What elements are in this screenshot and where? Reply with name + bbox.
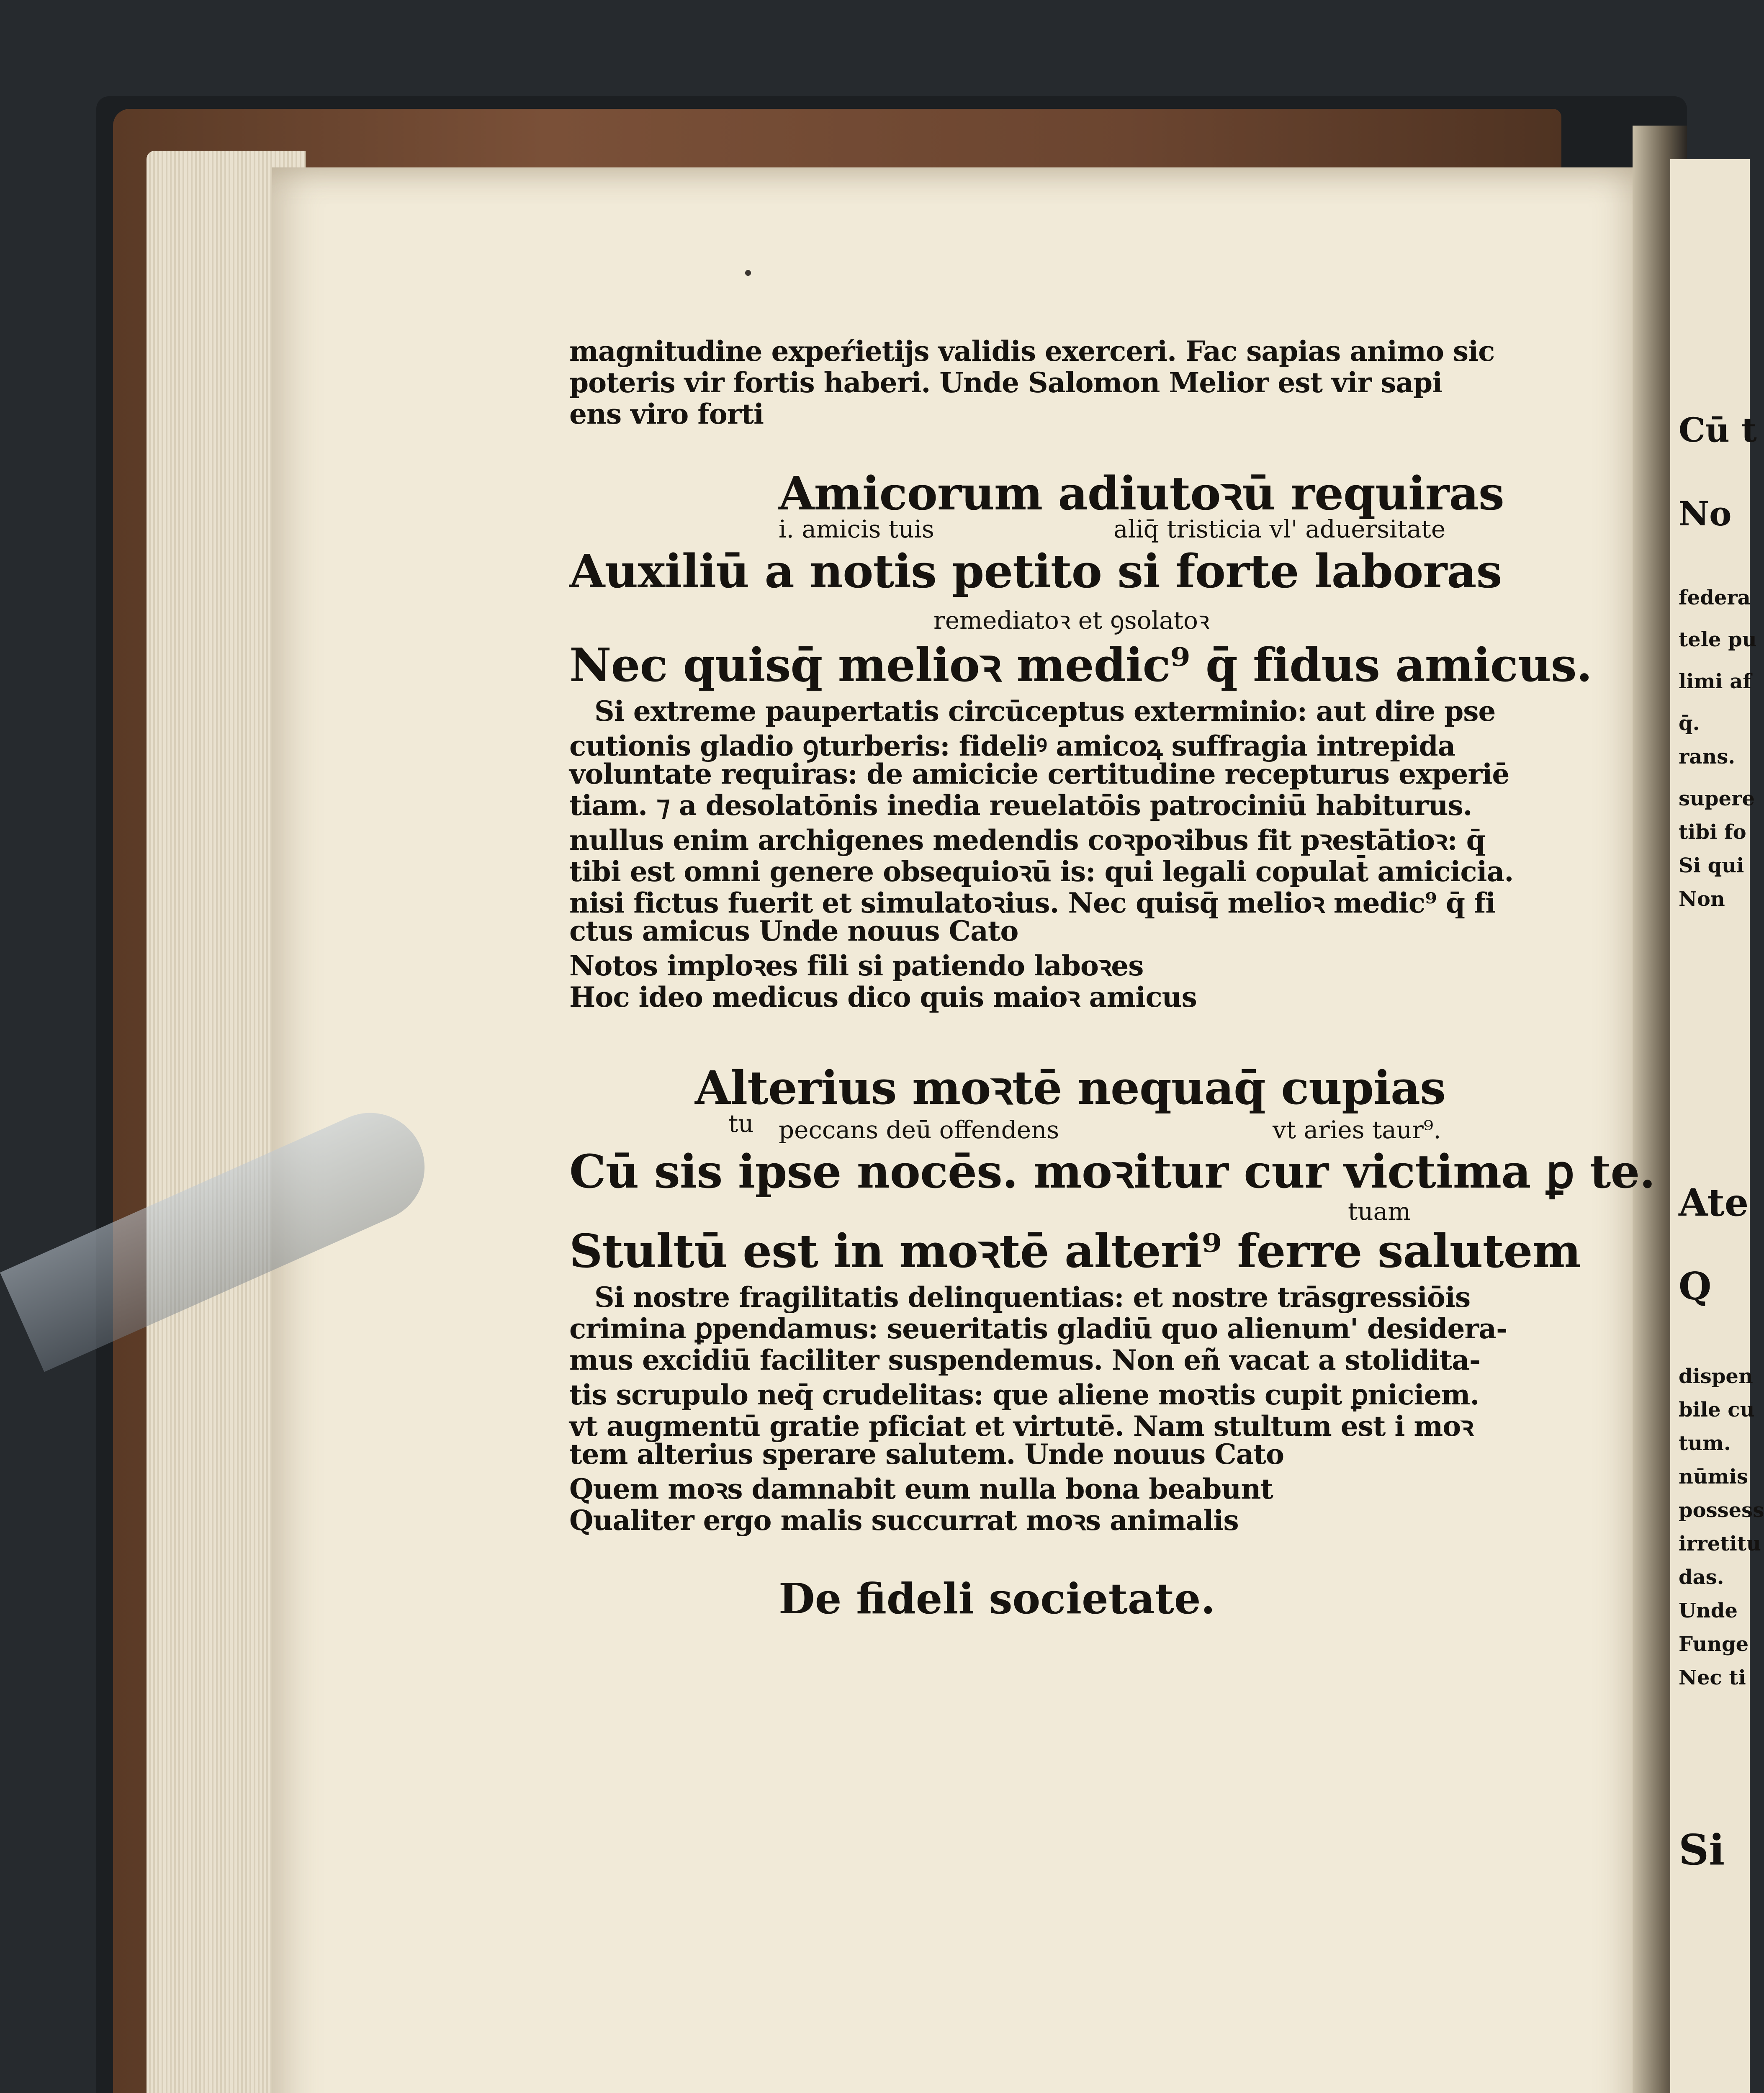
section-heading: De fideli societate.	[779, 1574, 1216, 1623]
commentary-line: Hoc ideo medicus dico quis maioꝛ amicus	[569, 981, 1197, 1013]
gloss-text: tuam	[1348, 1197, 1411, 1226]
commentary-line: Quem moꝛs damnabit eum nulla bona beabunt	[569, 1473, 1273, 1505]
right-page-text: limi af	[1679, 670, 1751, 693]
right-page-text: rans.	[1679, 745, 1736, 769]
commentary-line: Qualiter ergo malis succurrat moꝛs animalis	[569, 1504, 1239, 1537]
commentary-line: vt augmentū gratie pficiat et virtutē. Nam stultum est i moꝛ	[569, 1410, 1473, 1442]
gloss-text: vt aries taur⁹.	[1273, 1116, 1441, 1144]
commentary-line: cutionis gladio ꝯturberis: fideliꝰ amicoꝝ suffragia intrepida	[569, 730, 1455, 762]
gloss-text: remediatoꝛ et ꝯsolatoꝛ	[933, 606, 1210, 635]
commentary-line: Si nostre fragilitatis delinquentias: et nostre trāsgressiōis	[594, 1281, 1471, 1314]
right-page-text: bile cu	[1679, 1398, 1755, 1422]
right-page-text: Funge	[1679, 1633, 1749, 1656]
gloss-text: peccans deū offendens	[779, 1116, 1059, 1144]
right-page-text: das.	[1679, 1566, 1724, 1589]
right-page-text: Ate	[1679, 1180, 1749, 1225]
commentary-line: crimina ꝑpendamus: seueritatis gladiū quo alienum' desidera-	[569, 1312, 1507, 1345]
right-page-text: Q	[1679, 1264, 1712, 1309]
verse-line: Auxiliū a notis petito si forte laboras	[569, 544, 1502, 598]
right-page-text: Cū t	[1679, 410, 1757, 450]
right-page-text: nūmis	[1679, 1465, 1748, 1489]
commentary-line: voluntate requiras: de amicicie certitudine recepturus experiē	[569, 758, 1509, 790]
verse-line: Cū sis ipse nocēs. moꝛitur cur victima ꝑ te.	[569, 1144, 1655, 1198]
right-page-text: q̄.	[1679, 712, 1700, 735]
right-page-text: dispen	[1679, 1365, 1753, 1388]
right-page-text: supere	[1679, 787, 1755, 810]
commentary-line: ctus amicus Unde nouus Cato	[569, 915, 1018, 947]
commentary-line: mus excidiū faciliter suspendemus. Non eñ vacat a stolidita-	[569, 1344, 1481, 1376]
verse-line: Amicorum adiutoꝛū requiras	[779, 466, 1504, 520]
gloss-text: aliq̄ tristicia vl' aduersitate	[1113, 515, 1446, 543]
gloss-text: tu	[728, 1109, 754, 1138]
commentary-line: nullus enim archigenes medendis coꝛpoꝛibus fit pꝛestātioꝛ: q̄	[569, 824, 1485, 856]
commentary-line: Si extreme paupertatis circūceptus exterminio: aut dire pse	[594, 695, 1496, 728]
right-page-text: Non	[1679, 887, 1725, 911]
right-page-text: tele pu	[1679, 628, 1757, 651]
commentary-line: tibi est omni genere obsequioꝛū is: qui legali copulat̄ amicicia.	[569, 855, 1514, 888]
text-line: poteris vir fortis haberi. Unde Salomon Melior est vir sapi	[569, 366, 1443, 399]
ink-speck	[745, 270, 751, 276]
text-line: ens viro forti	[569, 398, 764, 430]
right-page-fragment	[1670, 159, 1764, 2093]
right-page-text: tum.	[1679, 1432, 1731, 1455]
right-page-text: possess	[1679, 1499, 1764, 1522]
right-page-text: federa	[1679, 586, 1751, 609]
commentary-line: Notos imploꝛes fili si patiendo laboꝛes	[569, 949, 1144, 982]
verse-line: Alterius moꝛtē nequaq̄ cupias	[695, 1061, 1446, 1115]
commentary-line: tis scrupulo neq̄ crudelitas: que aliene moꝛtis cupit ꝑniciem.	[569, 1378, 1479, 1411]
right-page-text: tibi fo	[1679, 820, 1746, 844]
verse-line: Stultū est in moꝛtē alteri⁹ ferre salutem	[569, 1224, 1581, 1278]
gloss-text: i. amicis tuis	[779, 515, 934, 543]
right-page-text: irretitu	[1679, 1532, 1761, 1556]
right-page-text: No	[1679, 494, 1732, 533]
commentary-line: tiam. ⁊ a desolatōnis inedia reuelatōis patrociniū habiturus.	[569, 789, 1472, 822]
right-page-text: Nec ti	[1679, 1666, 1746, 1689]
verse-line: Nec quisq̄ melioꝛ medic⁹ q̄ fidus amicus.	[569, 638, 1592, 692]
text-line: magnitudine expeŕietijs validis exerceri. Fac sapias animo sic	[569, 335, 1495, 368]
right-page-text: Unde	[1679, 1599, 1738, 1622]
right-page-text: Si	[1679, 1825, 1725, 1874]
commentary-line: nisi fictus fuerit et simulatoꝛius. Nec quisq̄ melioꝛ medic⁹ q̄ fi	[569, 887, 1496, 919]
right-page-text: Si qui	[1679, 854, 1744, 877]
commentary-line: tem alterius sperare salutem. Unde nouus Cato	[569, 1438, 1284, 1471]
